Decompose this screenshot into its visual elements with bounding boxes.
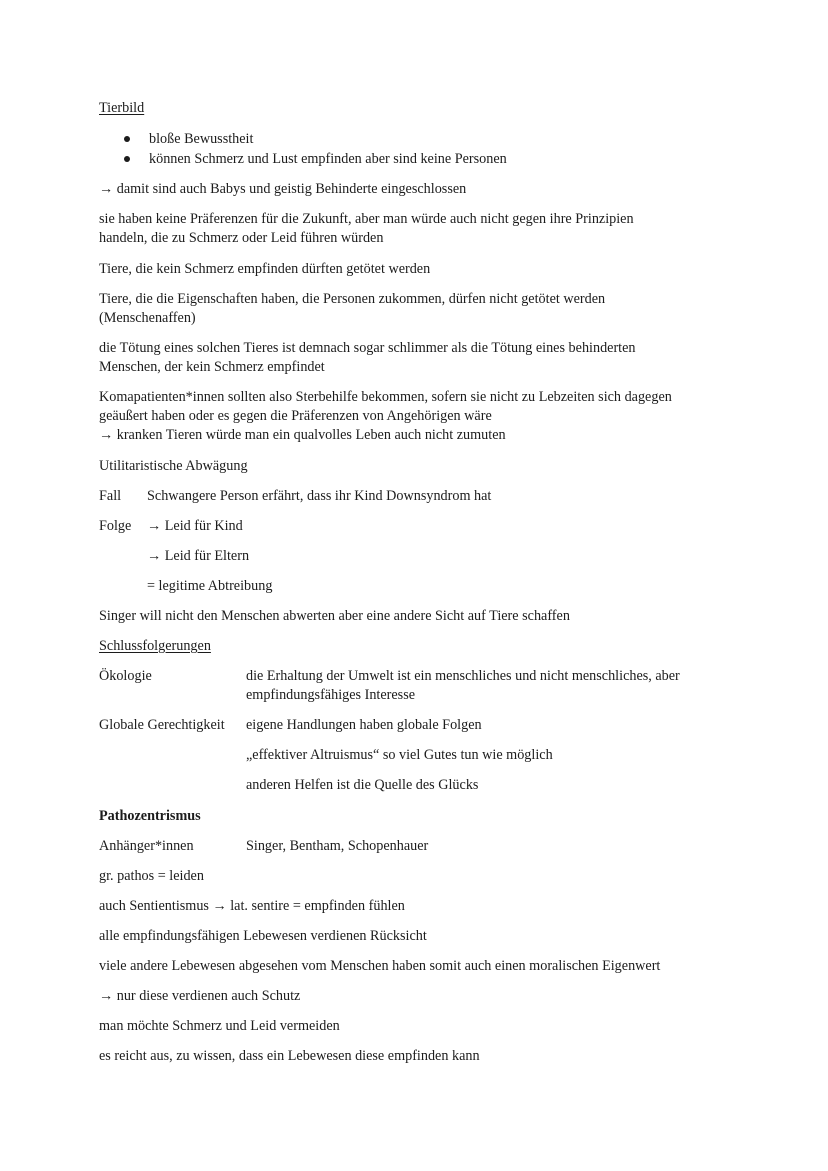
list-item: bloße Bewusstheit: [149, 131, 254, 147]
label-folge: Folge: [99, 518, 132, 534]
paragraph-line: Menschen, der kein Schmerz empfindet: [99, 359, 325, 375]
paragraph: → damit sind auch Babys und geistig Behinderte eingeschlossen: [99, 181, 467, 197]
bullet-icon: [124, 136, 130, 142]
label-oekologie: Ökologie: [99, 668, 152, 684]
paragraph-line: handeln, die zu Schmerz oder Leid führen würden: [99, 230, 384, 246]
paragraph-line: die Tötung eines solchen Tieres ist demnach sogar schlimmer als die Tötung eines behinderten: [99, 340, 636, 356]
text-fall: Schwangere Person erfährt, dass ihr Kind Downsyndrom hat: [147, 488, 492, 504]
paragraph-line: sie haben keine Präferenzen für die Zukunft, aber man würde auch nicht gegen ihre Prinzipien: [99, 211, 634, 227]
paragraph: gr. pathos = leiden: [99, 868, 204, 884]
heading-schlussfolgerungen: Schlussfolgerungen: [99, 638, 211, 654]
text-oekologie: die Erhaltung der Umwelt ist ein menschliches und nicht menschliches, aber: [246, 668, 680, 684]
paragraph-line: (Menschenaffen): [99, 310, 196, 326]
global-line: „effektiver Altruismus“ so viel Gutes tun wie möglich: [246, 747, 553, 763]
heading-abwaegung: Utilitaristische Abwägung: [99, 458, 248, 474]
bullet-icon: [124, 156, 130, 162]
label-fall: Fall: [99, 488, 122, 504]
paragraph: → nur diese verdienen auch Schutz: [99, 988, 301, 1004]
paragraph-line: Komapatienten*innen sollten also Sterbehilfe bekommen, sofern sie nicht zu Lebzeiten sich dagegen: [99, 389, 672, 405]
folge-line: → Leid für Kind: [147, 518, 243, 534]
paragraph-line: → kranken Tieren würde man ein qualvolles Leben auch nicht zumuten: [99, 427, 506, 443]
text-anhaenger: Singer, Bentham, Schopenhauer: [246, 838, 429, 854]
list-item: können Schmerz und Lust empfinden aber sind keine Personen: [149, 151, 507, 167]
label-anhaenger: Anhänger*innen: [99, 838, 194, 854]
paragraph: man möchte Schmerz und Leid vermeiden: [99, 1018, 340, 1034]
paragraph: Singer will nicht den Menschen abwerten aber eine andere Sicht auf Tiere schaffen: [99, 608, 570, 624]
label-globale-gerechtigkeit: Globale Gerechtigkeit: [99, 717, 225, 733]
paragraph: es reicht aus, zu wissen, dass ein Lebewesen diese empfinden kann: [99, 1048, 480, 1064]
paragraph: viele andere Lebewesen abgesehen vom Menschen haben somit auch einen moralischen Eigenwert: [99, 958, 661, 974]
heading-tierbild: Tierbild: [99, 100, 145, 116]
folge-line: = legitime Abtreibung: [147, 578, 273, 594]
global-line: anderen Helfen ist die Quelle des Glücks: [246, 777, 479, 793]
heading-pathozentrismus: Pathozentrismus: [99, 808, 201, 824]
paragraph: auch Sentientismus → lat. sentire = empfinden fühlen: [99, 898, 405, 914]
folge-line: → Leid für Eltern: [147, 548, 250, 564]
paragraph-line: Tiere, die die Eigenschaften haben, die Personen zukommen, dürfen nicht getötet werden: [99, 291, 606, 307]
paragraph: Tiere, die kein Schmerz empfinden dürften getötet werden: [99, 261, 431, 277]
global-line: eigene Handlungen haben globale Folgen: [246, 717, 482, 733]
paragraph-line: geäußert haben oder es gegen die Präferenzen von Angehörigen wäre: [99, 408, 492, 424]
text-oekologie: empfindungsfähiges Interesse: [246, 687, 416, 703]
paragraph: alle empfindungsfähigen Lebewesen verdienen Rücksicht: [99, 928, 427, 944]
